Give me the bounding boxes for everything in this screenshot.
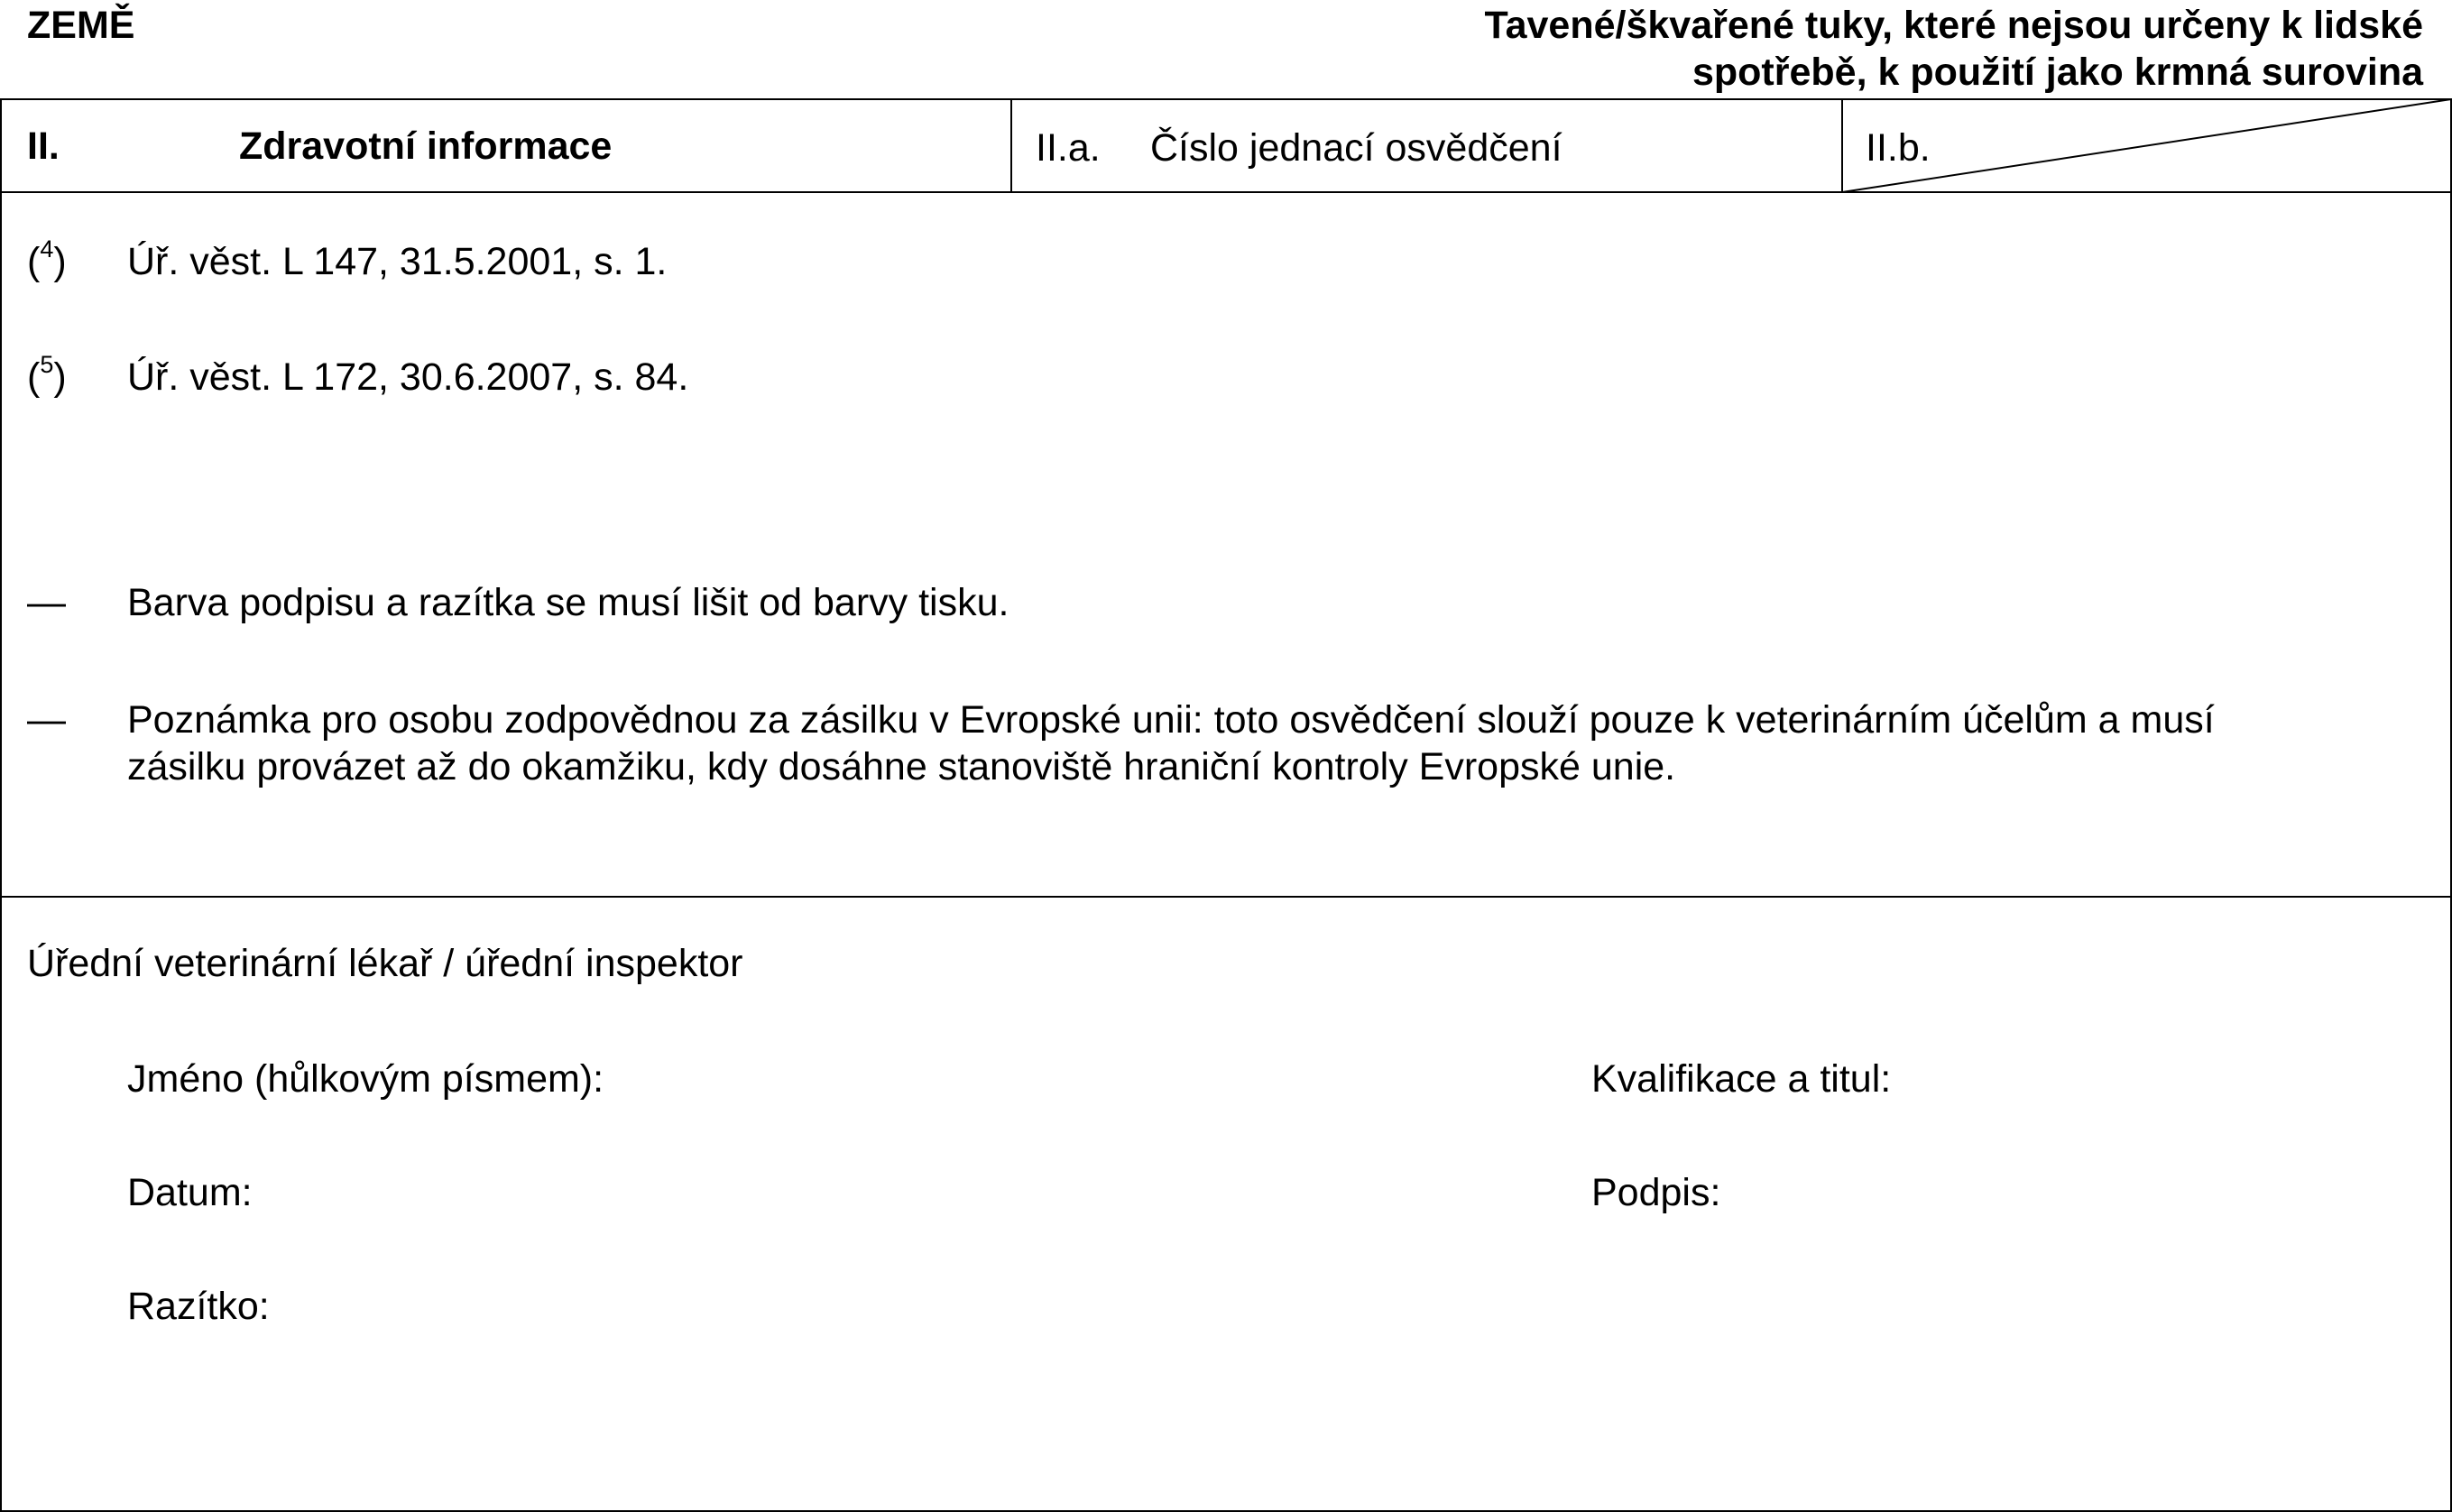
official-heading: Úřední veterinární lékař / úřední inspektor <box>27 942 743 985</box>
date-field-label: Datum: <box>127 1171 253 1214</box>
stamp-field-label: Razítko: <box>127 1285 270 1328</box>
reference-title: Číslo jednací osvědčení <box>1150 126 1562 170</box>
country-label: ZEMĚ <box>27 4 135 47</box>
note-2-dash: — <box>27 698 66 742</box>
code-label: II.b. <box>1866 126 1931 170</box>
footnote-4 <box>27 235 67 285</box>
footnote-mark: ($^5$) <box>27 350 67 399</box>
qualification-field-label: Kvalifikace a titul: <box>1591 1057 1892 1101</box>
reference-label: II.a. <box>1036 126 1101 170</box>
name-field-label: Jméno (hůlkovým písmem): <box>127 1057 604 1101</box>
signature-field-label: Podpis: <box>1591 1171 1721 1214</box>
footnote-5-text: Úř. věst. L 172, 30.6.2007, s. 84. <box>127 355 689 399</box>
note-2-text-line1: Poznámka pro osobu zodpovědnou za zásilku v Evropské unii: toto osvědčení slouží pouze k veterinárním účelům a musí <box>127 698 2215 742</box>
section-title: Zdravotní informace <box>239 124 613 168</box>
note-1-dash: — <box>27 581 66 624</box>
footnote-4-text: Úř. věst. L 147, 31.5.2001, s. 1. <box>127 240 668 283</box>
note-2-text-line2: zásilku provázet až do okamžiku, kdy dosáhne stanoviště hraniční kontroly Evropské unie. <box>127 745 1676 788</box>
note-1-text: Barva podpisu a razítka se musí lišit od barvy tisku. <box>127 581 1009 624</box>
footnote-5 <box>27 350 67 401</box>
table-left-border <box>0 98 2 1512</box>
section-number: II. <box>27 124 60 168</box>
footnote-mark: ($^4$) <box>27 235 67 283</box>
certificate-title-line1: Tavené/škvařené tuky, které nejsou určeny k lidské <box>1484 4 2423 47</box>
certificate-title-line2: spotřebě, k použití jako krmná surovina <box>1692 51 2423 94</box>
section-divider <box>0 896 2452 898</box>
